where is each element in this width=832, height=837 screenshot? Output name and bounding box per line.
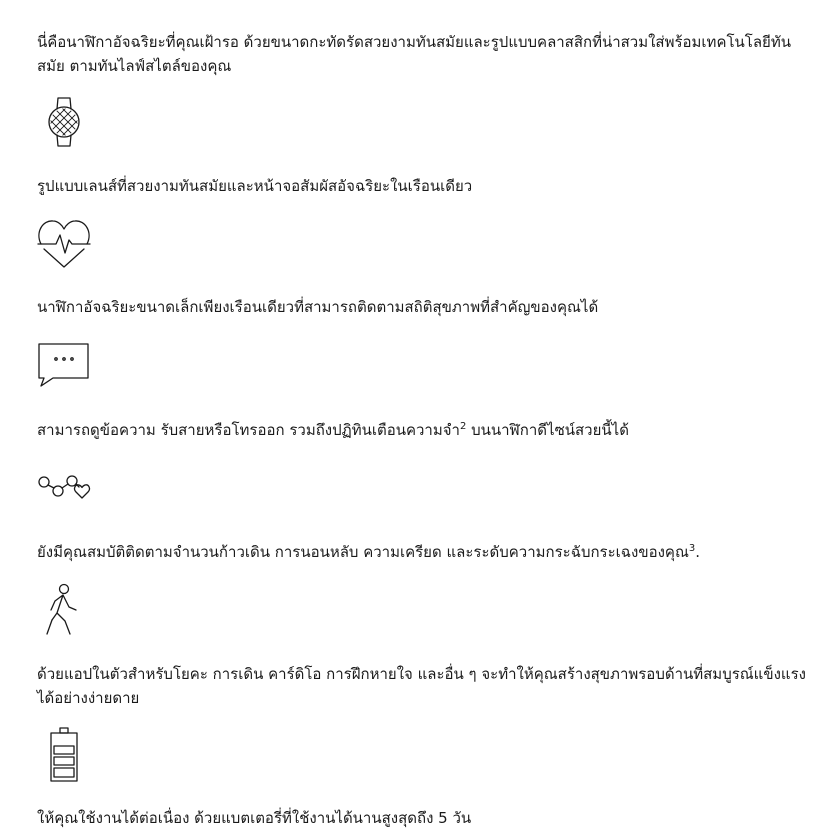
feature-text-4: สามารถดูข้อความ รับสายหรือโทรออก รวมถึงปฏิทินเตือนความจำ$^2$ บนนาฬิกาดีไซน์สวยนี้ได้	[37, 421, 629, 439]
chat-bubble-icon	[37, 342, 91, 388]
heart-rate-icon	[37, 218, 91, 270]
feature-text-3: นาฬิกาอัจฉริยะขนาดเล็กเพียงเรือนเดียวที่สามารถติดตามสถิติสุขภาพที่สำคัญของคุณได้	[37, 298, 599, 316]
feature-text-7: ให้คุณใช้งานได้ต่อเนื่อง ด้วยแบตเตอรี่ที่ใช้งานได้นานสูงสุดถึง 5 วัน	[37, 809, 472, 827]
feature-text-6: ด้วยแอปในตัวสำหรับโยคะ การเดิน คาร์ดิโอ การฝึกหายใจ และอื่น ๆ จะทำให้คุณสร้างสุขภาพรอบด้านที่สมบูรณ์แข็งแรงได้อย่างง่ายดาย	[37, 665, 806, 707]
feature-text-5: ยังมีคุณสมบัติติดตามจำนวนก้าวเดิน การนอนหลับ ความเครียด และระดับความกระฉับกระเฉงของคุณ$^3$.	[37, 543, 701, 561]
activity-links-icon	[37, 472, 93, 502]
feature-text-1: นี่คือนาฬิกาอัจฉริยะที่คุณเฝ้ารอ ด้วยขนาดกะทัดรัดสวยงามทันสมัยและรูปแบบคลาสสิกที่น่าสวมใส่พร้อมเทคโนโลยีทันสมัย ตามทันไลฟ์สไตล์ของคุณ	[37, 33, 791, 75]
feature-text-2: รูปแบบเลนส์ที่สวยงามทันสมัยและหน้าจอสัมผัสอัจฉริยะในเรือนเดียว	[37, 177, 473, 195]
smartwatch-icon	[48, 96, 80, 148]
walking-person-icon	[43, 583, 83, 639]
battery-icon	[49, 726, 79, 784]
